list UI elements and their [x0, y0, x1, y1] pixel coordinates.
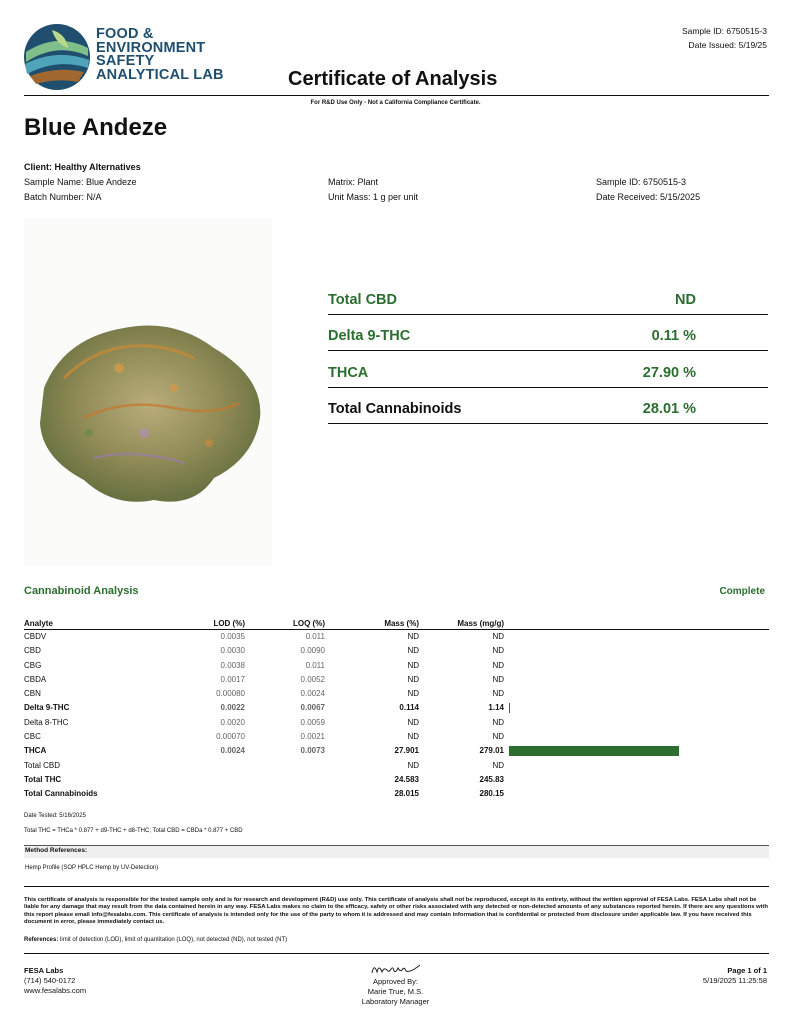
table-row — [24, 644, 769, 658]
footer-lab-name: FESA Labs — [24, 966, 64, 975]
table-row — [24, 701, 769, 715]
summary-label: Delta 9-THC — [328, 328, 411, 344]
summary-row-delta9-thc — [328, 315, 768, 351]
mass-percent-cell: ND — [407, 660, 419, 670]
footer-website[interactable]: www.fesalabs.com — [24, 986, 87, 995]
lod-cell: 0.0020 — [220, 717, 245, 727]
loq-cell: 0.011 — [305, 632, 325, 641]
summary-label: Total Cannabinoids — [328, 401, 462, 417]
analyte-cell: Delta 9-THC — [24, 703, 70, 713]
mass-percent-cell: 27.901 — [394, 746, 419, 756]
mass-percent-cell: ND — [407, 646, 419, 656]
analyte-cell: CBC — [24, 732, 41, 742]
rd-use-note: For R&D Use Only - Not a California Compliance Certificate. — [310, 100, 481, 106]
lod-cell: 0.0022 — [220, 703, 245, 713]
column-header: Mass (mg/g) — [457, 619, 504, 628]
total-formula: Total THC = THCa * 0.877 + d9-THC + d8-THC; Total CBD = CBDa * 0.877 + CBD — [24, 828, 243, 834]
header-divider — [24, 95, 769, 96]
method-references-heading: Method References: — [25, 847, 88, 854]
analyte-cell: Total THC — [24, 774, 62, 784]
mass-percent-cell: ND — [407, 689, 419, 699]
mass-mg-cell: ND — [492, 760, 504, 770]
loq-cell: 0.0052 — [300, 674, 325, 684]
matrix: Matrix: Plant — [328, 177, 379, 187]
column-header: Mass (%) — [384, 619, 419, 628]
mass-percent-cell: ND — [407, 674, 419, 684]
lab-name-line: SAFETY — [96, 53, 155, 69]
loq-cell: 0.0021 — [300, 732, 325, 742]
summary-value: 28.01 % — [642, 401, 696, 417]
lod-cell: 0.0030 — [220, 646, 245, 656]
product-name: Blue Andeze — [24, 114, 168, 141]
loq-cell: 0.011 — [305, 660, 325, 670]
certificate-title: Certificate of Analysis — [288, 68, 498, 90]
table-row — [24, 759, 769, 773]
mass-mg-cell: 279.01 — [479, 746, 504, 756]
lod-cell: 0.0017 — [220, 674, 245, 684]
client-name: Client: Healthy Alternatives — [24, 162, 141, 172]
references-text: limit of detection (LOD), limit of quantitation (LOQ), not detected (ND), not tested (NT) — [60, 937, 288, 943]
loq-cell: 0.0090 — [300, 646, 325, 656]
table-row — [24, 716, 769, 730]
table-row — [24, 673, 769, 687]
analyte-cell: CBD — [24, 646, 41, 656]
table-body — [24, 630, 769, 802]
table-row — [24, 659, 769, 673]
signature-image — [366, 960, 426, 976]
sample-name: Sample Name: Blue Andeze — [24, 177, 137, 187]
unit-mass: Unit Mass: 1 g per unit — [328, 192, 419, 202]
analyte-cell: CBDA — [24, 674, 47, 684]
summary-value: 27.90 % — [642, 365, 696, 381]
summary-value: 0.11 % — [651, 328, 696, 344]
date-received: Date Received: 5/15/2025 — [596, 192, 701, 202]
cannabinoid-analysis-title: Cannabinoid Analysis — [24, 585, 139, 597]
summary-row-total-cbd — [328, 279, 768, 315]
analyte-cell: CBG — [24, 660, 42, 670]
batch-number: Batch Number: N/A — [24, 192, 102, 202]
mass-mg-cell: ND — [492, 717, 504, 727]
loq-cell: 0.0067 — [300, 703, 325, 713]
analyte-cell: CBDV — [24, 632, 47, 641]
analyte-cell: Delta 8-THC — [24, 717, 69, 727]
footer-approval — [0, 960, 791, 1007]
lod-cell: 0.0024 — [220, 746, 245, 756]
table-row — [24, 744, 769, 758]
approver-name: Marie True, M.S. — [367, 987, 424, 996]
loq-cell: 0.0073 — [300, 746, 325, 756]
mass-mg-cell: 280.15 — [479, 789, 504, 799]
mass-mg-cell: ND — [492, 674, 504, 684]
print-timestamp: 5/19/2025 11:25:58 — [702, 976, 767, 985]
column-header: Analyte — [24, 619, 53, 628]
header-meta — [682, 24, 767, 52]
mass-mg-cell: ND — [492, 632, 504, 641]
page-number: Page 1 of 1 — [727, 966, 767, 975]
column-header: LOD (%) — [213, 619, 245, 628]
approved-by-label: Approved By: — [372, 977, 419, 986]
summary-label: THCA — [328, 365, 369, 381]
analyte-cell: Total CBD — [24, 760, 61, 770]
info-column-matrix — [328, 175, 418, 205]
mass-mg-cell: 1.14 — [488, 703, 504, 713]
disclaimer: This certificate of analysis is responsible for the tested sample only and is for research and development (R&D) use only. This certificate of analysis shall not be reproduced, except in its entirety, without the written approval of FESA Labs. FESA Labs shall not be liable for any damage that may result from the data contained herein in any way. FESA Labs makes no claim to the efficacy, safety or other risks associated with any detected or non-detected amounts of any substances reported herein. If there are any questions with this report please email info@fesalabs.com. This certificate of analysis is intended only for the use of the party to whom it is addressed and may contain information that is confidential or protected from disclosure under applicable law. If you have received this document in error, please immediately contact us. — [24, 897, 768, 925]
column-header: LOQ (%) — [293, 619, 325, 628]
mass-percent-cell: ND — [407, 632, 419, 641]
approver-title: Laboratory Manager — [361, 997, 430, 1006]
mass-mg-cell: ND — [492, 689, 504, 699]
date-tested: Date Tested: 5/16/2025 — [24, 813, 86, 819]
mass-percent-cell: ND — [407, 717, 419, 727]
divider — [24, 886, 769, 887]
lab-name-line: ENVIRONMENT — [96, 39, 206, 56]
table-row — [24, 787, 769, 801]
summary-value: ND — [675, 292, 696, 308]
mass-bar — [509, 703, 510, 713]
table-row — [24, 773, 769, 787]
table-row — [24, 730, 769, 744]
method-references-text: Hemp Profile (SOP HPLC Hemp by UV-Detection) — [25, 865, 159, 871]
lod-cell: 0.00080 — [216, 689, 245, 699]
lod-cell: 0.0035 — [220, 632, 245, 641]
header-date-issued: Date Issued: 5/19/25 — [688, 40, 767, 50]
loq-cell: 0.0059 — [300, 717, 325, 727]
method-band — [24, 845, 769, 858]
lab-logo — [22, 22, 92, 92]
footer-phone: (714) 540-0172 — [24, 976, 76, 985]
table-header — [24, 617, 769, 630]
references — [24, 937, 287, 943]
mass-mg-cell: 245.83 — [479, 774, 504, 784]
lab-name-line: FOOD & — [96, 26, 154, 42]
header-sample-id: Sample ID: 6750515-3 — [681, 26, 767, 36]
mass-bar — [509, 746, 679, 756]
mass-mg-cell: ND — [492, 660, 504, 670]
cannabinoid-table — [24, 617, 769, 802]
mass-percent-cell: ND — [407, 760, 419, 770]
mass-percent-cell: 24.583 — [394, 774, 419, 784]
mass-percent-cell: 0.114 — [399, 703, 419, 713]
mass-percent-cell: ND — [407, 732, 419, 742]
summary-row-total-cannabinoids — [328, 388, 768, 424]
analyte-cell: CBN — [24, 689, 41, 699]
info-column-sample — [24, 175, 137, 205]
table-row — [24, 630, 769, 644]
analyte-cell: Total Cannabinoids — [24, 789, 98, 799]
mass-mg-cell: ND — [492, 646, 504, 656]
info-column-dates — [596, 175, 700, 205]
lod-cell: 0.0038 — [220, 660, 245, 670]
analyte-cell: THCA — [24, 746, 47, 756]
lod-cell: 0.00070 — [216, 732, 245, 742]
summary-label: Total CBD — [328, 292, 398, 308]
lab-name-line: ANALYTICAL LAB — [96, 66, 224, 83]
mass-percent-cell: 28.015 — [394, 789, 419, 799]
footer-page-info — [703, 966, 767, 986]
mass-mg-cell: ND — [492, 732, 504, 742]
loq-cell: 0.0024 — [300, 689, 325, 699]
sample-id: Sample ID: 6750515-3 — [596, 177, 687, 187]
summary-row-thca — [328, 352, 768, 388]
table-row — [24, 687, 769, 701]
lab-name — [96, 28, 224, 82]
product-image — [24, 218, 272, 566]
references-label: References: — [24, 937, 59, 943]
divider — [24, 953, 769, 954]
analysis-status: Complete — [719, 586, 765, 597]
